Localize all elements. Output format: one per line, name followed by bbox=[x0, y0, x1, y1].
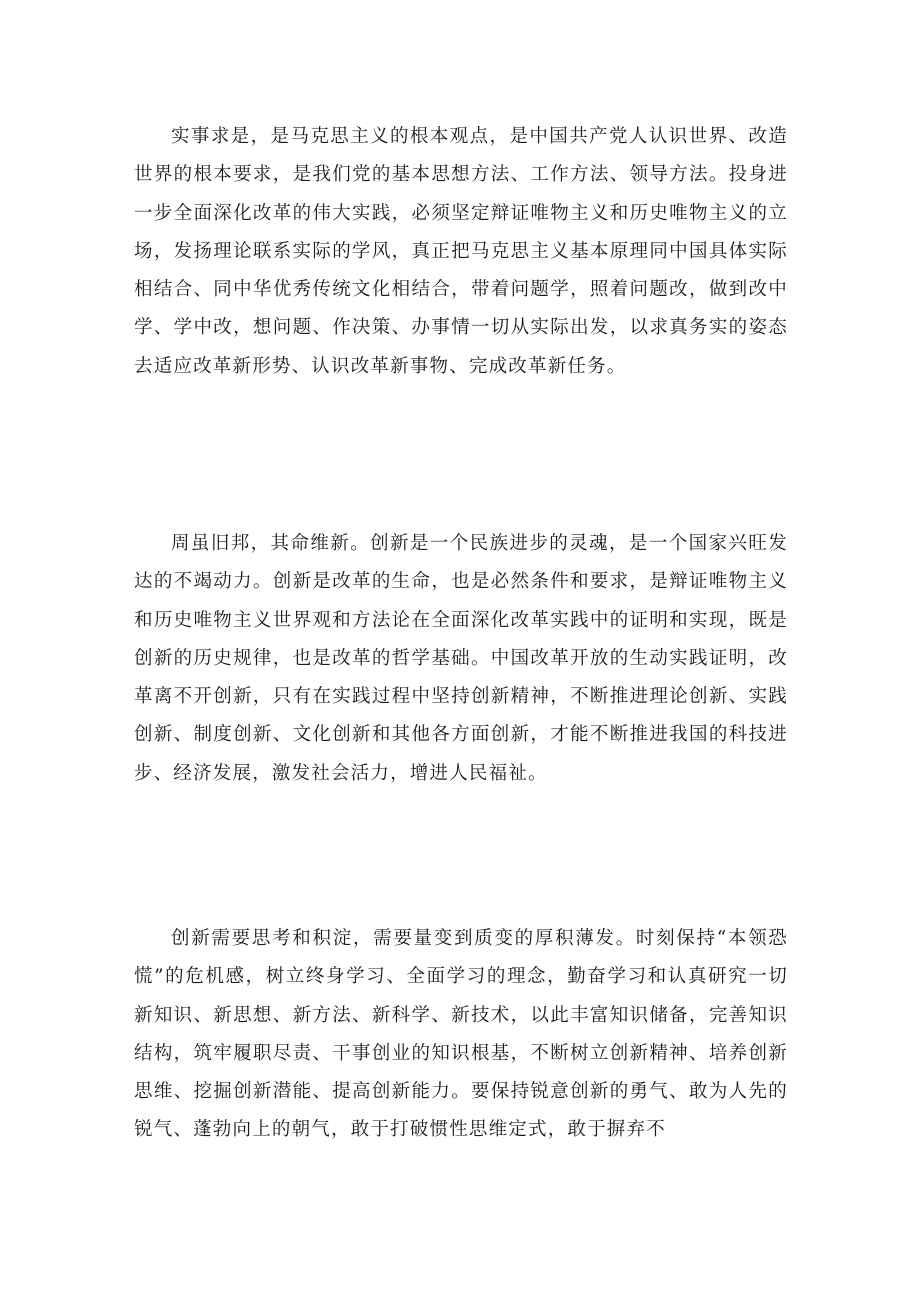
paragraph-innovation-soul: 周虽旧邦，其命维新。创新是一个民族进步的灵魂，是一个国家兴旺发达的不竭动力。创新是改革的生命，也是必然条件和要求，是辩证唯物主义和历史唯物主义世界观和方法论在全面深化改革实践中的证明和实现，既是创新的历史规律，也是改革的哲学基础。中国改革开放的生动实践证明，改革离不开创新，只有在实践过程中坚持创新精神，不断推进理论创新、实践创新、制度创新、文化创新和其他各方面创新，才能不断推进我国的科技进步、经济发展，激发社会活力，增进人民福祉。 bbox=[134, 533, 788, 784]
paragraph-seeking-truth: 实事求是，是马克思主义的根本观点，是中国共产党人认识世界、改造世界的根本要求，是我们党的基本思想方法、工作方法、领导方法。投身进一步全面深化改革的伟大实践，必须坚定辩证唯物主义和历史唯物主义的立场，发扬理论联系实际的学风，真正把马克思主义基本原理同中国具体实际相结合、同中华优秀传统文化相结合，带着问题学，照着问题改，做到改中学、学中改，想问题、作决策、办事情一切从实际出发，以求真务实的姿态去适应改革新形势、认识改革新事物、完成改革新任务。 bbox=[134, 126, 788, 377]
paragraph-innovation-learning: 创新需要思考和积淀，需要量变到质变的厚积薄发。时刻保持“本领恐慌”的危机感，树立终身学习、全面学习的理念，勤奋学习和认真研究一切新知识、新思想、新方法、新科学、新技术，以此丰富知识储备，完善知识结构，筑牢履职尽责、干事创业的知识根基，不断树立创新精神、培养创新思维、挖掘创新潜能、提高创新能力。要保持锐意创新的勇气、敢为人先的锐气、蓬勃向上的朝气，敢于打破惯性思维定式，敢于摒弃不 bbox=[134, 928, 788, 1141]
